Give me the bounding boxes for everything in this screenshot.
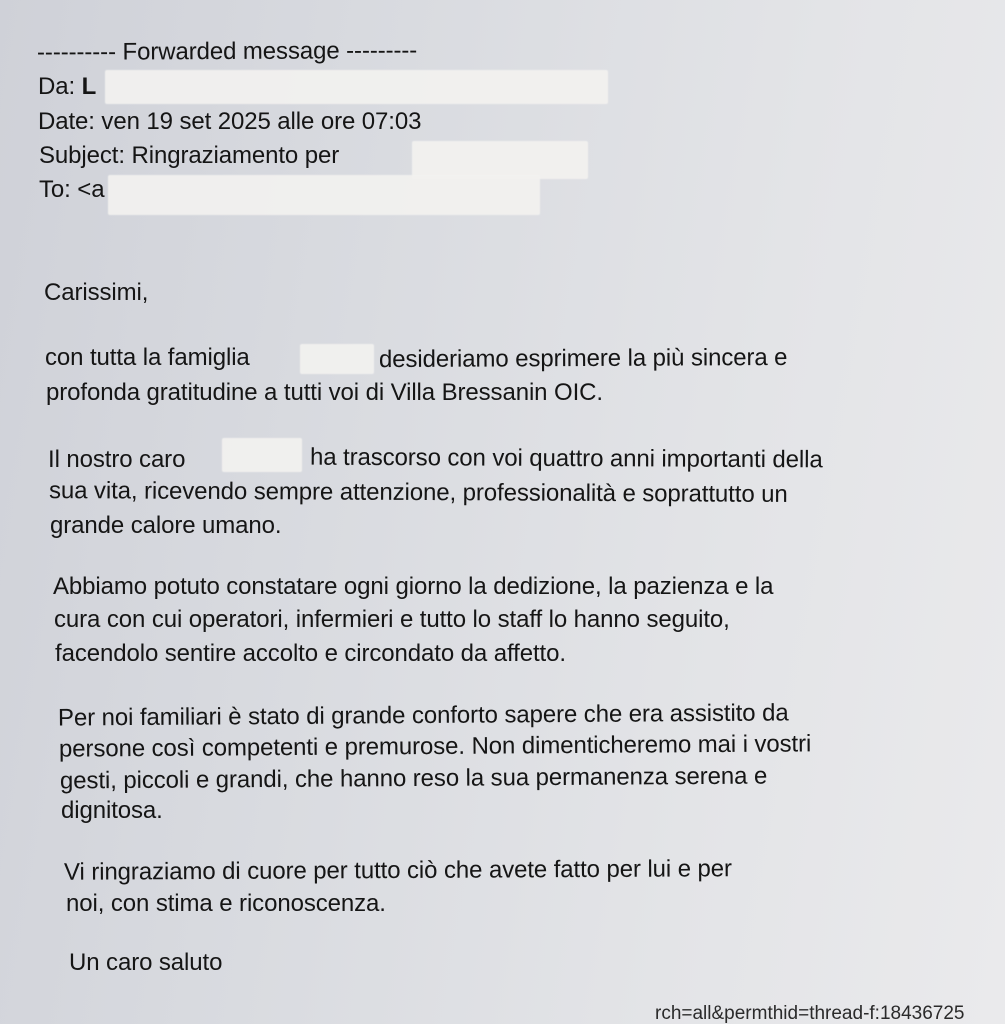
forwarded-message-line: ---------- Forwarded message --------- [36, 37, 418, 66]
paragraph-4-line-3: gesti, piccoli e grandi, che hanno reso la sua permanenza serena e [59, 762, 768, 795]
paragraph-5-line-1: Vi ringraziamo di cuore per tutto ciò che avete fatto per lui e per [63, 855, 732, 886]
from-line [38, 73, 96, 101]
paragraph-2-line-3: grande calore umano. [50, 512, 282, 539]
paragraph-2-line-1b: ha trascorso con voi quattro anni importanti della [309, 443, 823, 474]
from-label: Da: [38, 73, 82, 100]
footer-url-fragment: rch=all&permthid=thread-f:18436725 [655, 1003, 965, 1024]
paragraph-4-line-1: Per noi familiari è stato di grande conforto sapere che era assistito da [57, 699, 789, 732]
subject-redaction [412, 141, 588, 179]
paragraph-1-line-1b: desideriamo esprimere la più sincera e [378, 343, 788, 374]
from-redaction [105, 70, 608, 104]
to-line: To: <a [39, 176, 105, 203]
paragraph-1-line-1a: con tutta la famiglia [45, 344, 250, 371]
paragraph-4-line-2: persone così competenti e premurose. Non dimenticheremo mai i vostri [58, 730, 812, 763]
date-line: Date: ven 19 set 2025 alle ore 07:03 [38, 108, 422, 135]
family-name-redaction [300, 344, 374, 374]
paragraph-2-line-1a: Il nostro caro [48, 446, 186, 473]
paragraph-5-line-2: noi, con stima e riconoscenza. [66, 890, 386, 917]
paragraph-3-line-2: cura con cui operatori, infermieri e tutto lo staff lo hanno seguito, [54, 606, 730, 633]
greeting: Carissimi, [44, 279, 149, 306]
from-visible-text: L [81, 73, 97, 100]
closing-greeting: Un caro saluto [69, 949, 223, 976]
person-name-redaction [222, 438, 302, 472]
subject-line: Subject: Ringraziamento per [39, 142, 340, 169]
paragraph-4-line-4: dignitosa. [61, 797, 163, 824]
to-redaction [108, 175, 540, 215]
paragraph-2-line-2: sua vita, ricevendo sempre attenzione, professionalità e soprattutto un [48, 477, 788, 508]
paragraph-1-line-2: profonda gratitudine a tutti voi di Villa Bressanin OIC. [46, 379, 603, 406]
paragraph-3-line-3: facendolo sentire accolto e circondato da affetto. [55, 640, 566, 667]
paragraph-3-line-1: Abbiamo potuto constatare ogni giorno la dedizione, la pazienza e la [53, 573, 774, 600]
